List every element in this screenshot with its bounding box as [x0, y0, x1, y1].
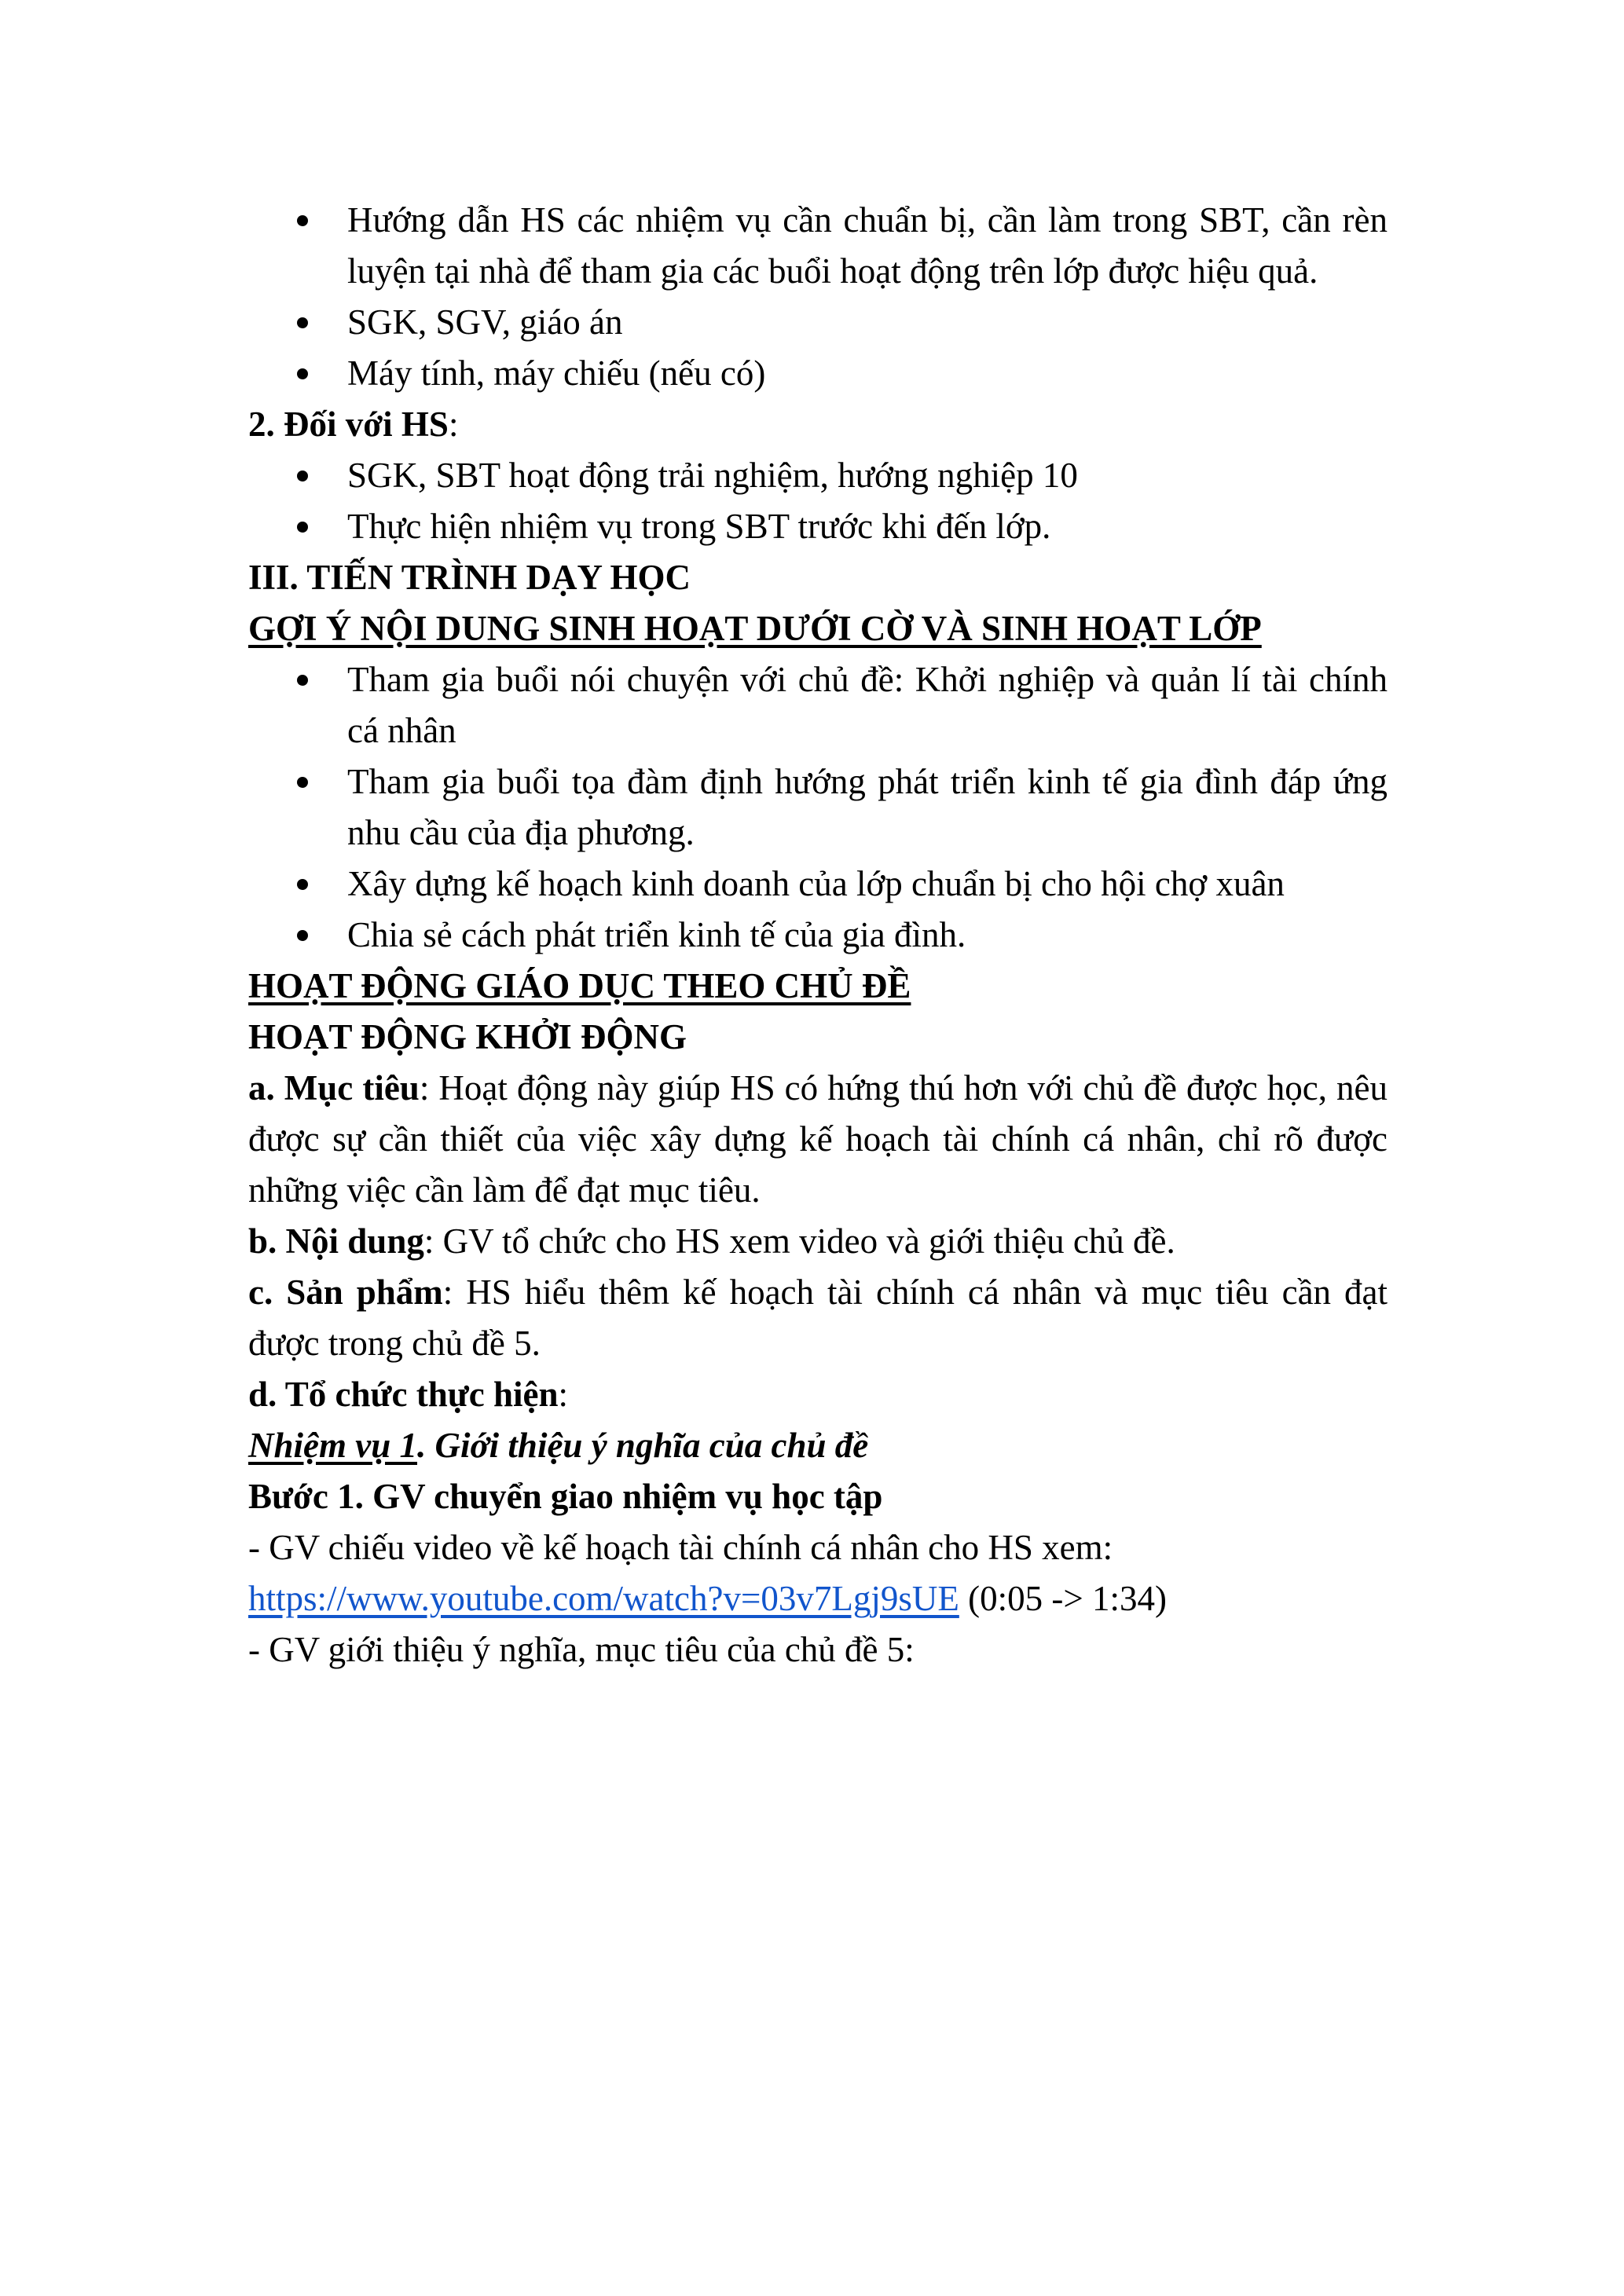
intro-line: - GV giới thiệu ý nghĩa, mục tiêu của chủ đề 5:	[248, 1630, 915, 1669]
list-item-text: Thực hiện nhiệm vụ trong SBT trước khi đến lớp.	[347, 507, 1051, 546]
goal-label: a. Mục tiêu	[248, 1068, 420, 1108]
list-item	[248, 859, 1388, 910]
bullet-icon	[297, 368, 308, 379]
list-item	[248, 195, 1388, 297]
product-label: c. Sản phẩm	[248, 1273, 443, 1312]
colon: :	[448, 405, 459, 444]
video-line: - GV chiếu video về kế hoạch tài chính cá nhân cho HS xem:	[248, 1528, 1113, 1567]
list-item	[248, 501, 1388, 552]
flag-list	[248, 654, 1388, 961]
bullet-icon	[297, 675, 308, 686]
teacher-list	[248, 195, 1388, 399]
goal-paragraph	[248, 1063, 1388, 1216]
step-heading: Bước 1. GV chuyển giao nhiệm vụ học tập	[248, 1477, 883, 1516]
document-page	[248, 195, 1388, 1675]
bullet-icon	[297, 777, 308, 788]
video-link[interactable]: https://www.youtube.com/watch?v=03v7Lgj9sUE	[248, 1579, 959, 1618]
content-paragraph	[248, 1216, 1388, 1267]
bullet-icon	[297, 879, 308, 890]
task-heading	[248, 1420, 1388, 1471]
warmup-heading: HOẠT ĐỘNG KHỞI ĐỘNG	[248, 1017, 687, 1056]
bullet-icon	[297, 317, 308, 328]
list-item-text: SGK, SBT hoạt động trải nghiệm, hướng nghiệp 10	[347, 456, 1078, 495]
list-item-text: Hướng dẫn HS các nhiệm vụ cần chuẩn bị, cần làm trong SBT, cần rèn luyện tại nhà để tham gia các buổi hoạt động trên lớp được hiệu quả.	[347, 200, 1388, 291]
bullet-icon	[297, 522, 308, 533]
bullet-icon	[297, 215, 308, 226]
task-label: Nhiệm vụ 1	[248, 1426, 418, 1465]
list-item	[248, 910, 1388, 961]
goal-text: : Hoạt động này giúp HS có hứng thú hơn với chủ đề được học, nêu được sự cần thiết của việc xây dựng kế hoạch tài chính cá nhân, chỉ rõ được những việc cần làm để đạt mục tiêu.	[248, 1068, 1388, 1210]
video-link-line	[248, 1573, 1388, 1624]
video-time: (0:05 -> 1:34)	[959, 1579, 1167, 1618]
student-list	[248, 450, 1388, 552]
list-item	[248, 654, 1388, 756]
student-heading-text: 2. Đối với HS	[248, 405, 449, 444]
edu-heading: HOẠT ĐỘNG GIÁO DỤC THEO CHỦ ĐỀ	[248, 966, 911, 1005]
list-item-text: Máy tính, máy chiếu (nếu có)	[347, 353, 766, 393]
student-heading	[248, 399, 1388, 450]
bullet-icon	[297, 930, 308, 941]
content-text: : GV tổ chức cho HS xem video và giới thiệu chủ đề.	[423, 1221, 1175, 1261]
product-text: : HS hiểu thêm kế hoạch tài chính cá nhân và mục tiêu cần đạt được trong chủ đề 5.	[248, 1273, 1388, 1363]
product-paragraph	[248, 1267, 1388, 1369]
section-heading: III. TIẾN TRÌNH DẠY HỌC	[248, 558, 691, 597]
colon: :	[558, 1375, 568, 1414]
list-item-text: Tham gia buổi tọa đàm định hướng phát triển kinh tế gia đình đáp ứng nhu cầu của địa phương.	[347, 762, 1388, 852]
list-item-text: Tham gia buổi nói chuyện với chủ đề: Khởi nghiệp và quản lí tài chính cá nhân	[347, 660, 1388, 750]
list-item	[248, 450, 1388, 501]
list-item-text: Chia sẻ cách phát triển kinh tế của gia đình.	[347, 915, 966, 954]
content-label: b. Nội dung	[248, 1221, 424, 1261]
list-item-text: Xây dựng kế hoạch kinh doanh của lớp chuẩn bị cho hội chợ xuân	[347, 864, 1285, 903]
flag-heading: GỢI Ý NỘI DUNG SINH HOẠT DƯỚI CỜ VÀ SINH HOẠT LỚP	[248, 609, 1262, 648]
list-item	[248, 297, 1388, 348]
list-item-text: SGK, SGV, giáo án	[347, 302, 623, 342]
task-title: . Giới thiệu ý nghĩa của chủ đề	[417, 1426, 869, 1465]
list-item	[248, 348, 1388, 399]
org-paragraph	[248, 1369, 1388, 1420]
bullet-icon	[297, 471, 308, 482]
org-label: d. Tổ chức thực hiện	[248, 1375, 559, 1414]
list-item	[248, 756, 1388, 859]
